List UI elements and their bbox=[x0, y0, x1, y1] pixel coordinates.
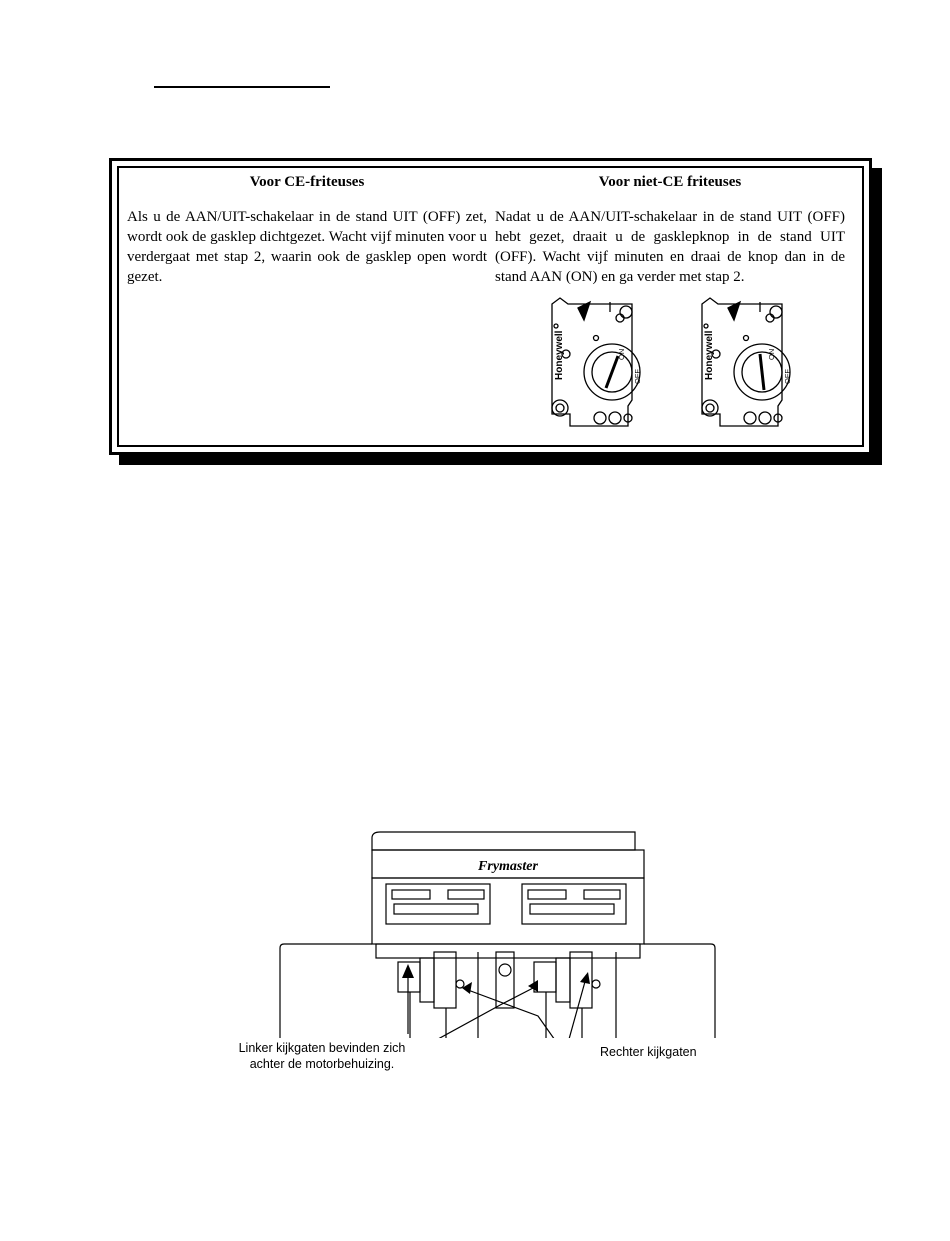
valve-brand-label-2: Honeywell bbox=[704, 330, 715, 380]
ce-fryer-text: Als u de AAN/UIT-schakelaar in de stand UIT (OFF) zet, wordt ook de gasklep dichtgezet. Wacht vijf minuten voor u verdergaat met stap 2, waarin ook de gasklep open wordt gezet. bbox=[127, 209, 487, 285]
fryer-brand-logo: Frymaster bbox=[478, 859, 538, 874]
non-ce-fryer-text: Nadat u de AAN/UIT-schakelaar in de stand UIT (OFF) hebt gezet, draait u de gasklepknop in de stand UIT (OFF). Wacht vijf minuten en draai de knop dan in de stand AAN (ON) en ga verder met stap 2. bbox=[495, 209, 845, 285]
valve-on-label-1: ON bbox=[617, 348, 626, 360]
header-rule bbox=[154, 86, 330, 88]
valve-brand-label-1: Honeywell bbox=[554, 330, 565, 380]
non-ce-fryer-title: Voor niet-CE friteuses bbox=[598, 174, 742, 190]
left-peephole-caption: Linker kijkgaten bevinden zich achter de motorbehuizing. bbox=[238, 1041, 406, 1071]
valve-on-label-2: ON bbox=[767, 348, 776, 360]
ce-fryer-title: Voor CE-friteuses bbox=[249, 174, 365, 190]
valve-off-label-2: OFF bbox=[783, 369, 792, 384]
valve-off-label-1: OFF bbox=[633, 369, 642, 384]
right-peephole-caption: Rechter kijkgaten bbox=[600, 1045, 697, 1059]
gas-valve-illustrations bbox=[540, 296, 800, 434]
notice-box bbox=[109, 158, 872, 455]
ce-fryer-column bbox=[127, 161, 487, 287]
non-ce-fryer-column bbox=[495, 161, 845, 287]
fryer-cabinet-illustration bbox=[270, 828, 720, 1038]
gas-valve-on bbox=[702, 298, 790, 426]
gas-valve-off bbox=[552, 298, 640, 426]
